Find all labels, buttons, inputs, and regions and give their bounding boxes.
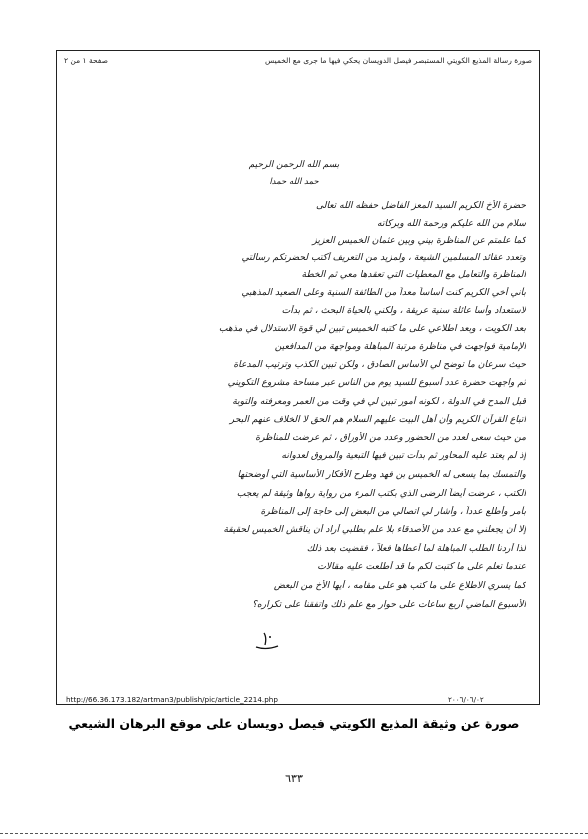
letter-line: المناظرة والتعامل مع المعطيات التي تعقدها معي ثم الخطة xyxy=(301,269,526,280)
letter-line: حيث سرعان ما توضح لي الأساس الصادق ، ولكن تبين الكذب وترتيب المدعاة xyxy=(233,359,526,370)
letter-line: كما علمتم عن المناظرة بيني وبين عثمان الخميس العزيز xyxy=(312,235,526,246)
print-date: ٢٠٠٦/٠٦/٠٢ xyxy=(448,695,484,704)
letter-line: لذا أردنا الطلب المباهلة لما أعطاها فعلاً ، فقضيت بعد ذلك xyxy=(306,543,526,554)
letter-line: الأسبوع الماضي أربع ساعات على حوار مع علم ذلك واتفقنا على تكراره؟ xyxy=(251,599,526,610)
letter-line: اتباع القرآن الكريم وأن أهل البيت عليهم السلام هم الحق لا الخلاف عنهم البحر xyxy=(229,414,526,425)
letter-line: حضرة الأخ الكريم السيد المعز الفاضل حفظه الله تعالى xyxy=(315,200,526,211)
letter-line: إذ لم يعتد عليه المحاور ثم بدأت تبين فيها التبعية والمروق لعدوانه xyxy=(281,450,526,461)
letter-line: الإمامية فواجهت في مناظرة مرتبة المباهلة ومواجهة من المدافعين xyxy=(274,341,526,352)
letter-line: بعد الكويت ، وبعد اطلاعي على ما كتبه الخميس تبين لي قوة الاستدلال في مذهب xyxy=(218,323,526,334)
letter-line: والتمسك بما يسعى له الخميس بن فهد وطرح الأفكار الأساسية التي أوضحتها xyxy=(237,469,526,480)
letter-line: قبل المدح في الدولة ، لكونه أمور تبين لي في وقت من العمر ومعرفته والتوبة xyxy=(232,396,526,407)
source-url: http://66.36.173.182/artman3/publish/pic/article_2214.php xyxy=(66,695,278,704)
letter-line: من حيث سعى لعدد من الحضور وعدد من الأوراق ، ثم عرضت للمناظرة xyxy=(255,432,526,443)
page-header xyxy=(64,56,532,65)
letter-line: سلام من الله عليكم ورحمة الله وبركاته xyxy=(377,218,526,229)
letter-line: كما يسري الاطلاع على ما كتب هو على مقامه ، أيها الأخ من البعض xyxy=(273,580,526,591)
header-title: صورة رسالة المذيع الكويتي المستبصر فيصل الدويسان يحكي فيها ما جرى مع الخميس xyxy=(265,56,532,65)
letter-line: الكتب ، عرضت أيضاً الرضى الذي بكتب المرء من رواية رواها وثيقة لم يعجب xyxy=(236,488,526,499)
bottom-divider xyxy=(0,833,588,834)
letter-line: وتعدد عقائد المسلمين الشيعة ، ولمزيد من التعريف أكتب لحضرتكم رسالتي xyxy=(241,252,526,263)
letter-line: بأني أخي الكريم كنت أساساً معداً من الطائفة السنية وعلى الصعيد المذهبي xyxy=(241,287,526,298)
figure-caption: صورة عن وثيقة المذيع الكويتي فيصل دويسان على موقع البرهان الشيعي xyxy=(68,716,520,731)
letter-line: لاستعداد وأسا عائلة سنية عريقة ، ولكني بالحياة البحث ، ثم بدأت xyxy=(281,305,526,316)
header-page-of: صفحة ١ من ٢ xyxy=(64,56,108,65)
letter-line: عندما تعلم على ما كتبت لكم ما قد أطلعت عليه مقالات xyxy=(317,561,526,572)
handwritten-signature xyxy=(252,630,282,652)
letter-hamd: حمد الله حمداً xyxy=(269,177,319,187)
letter-line: إلا أن يجعلني مع عدد من الأصدقاء بلا علم بطلبي أراد أن يناقش الخميس لحقيقة xyxy=(223,524,526,535)
letter-line: بأمر وأطلع عدداً ، وأشار لي اتصالي من البعض إلى حاجة إلى المناظرة xyxy=(260,506,526,517)
letter-bismillah: بسم الله الرحمن الرحيم xyxy=(248,160,340,170)
letter-line: ثم واجهت حضرة عدد أسبوع للسيد يوم من الناس عبر مساحة مشروع التكويني xyxy=(227,377,526,388)
page-number: ٦٣٣ xyxy=(285,772,303,785)
